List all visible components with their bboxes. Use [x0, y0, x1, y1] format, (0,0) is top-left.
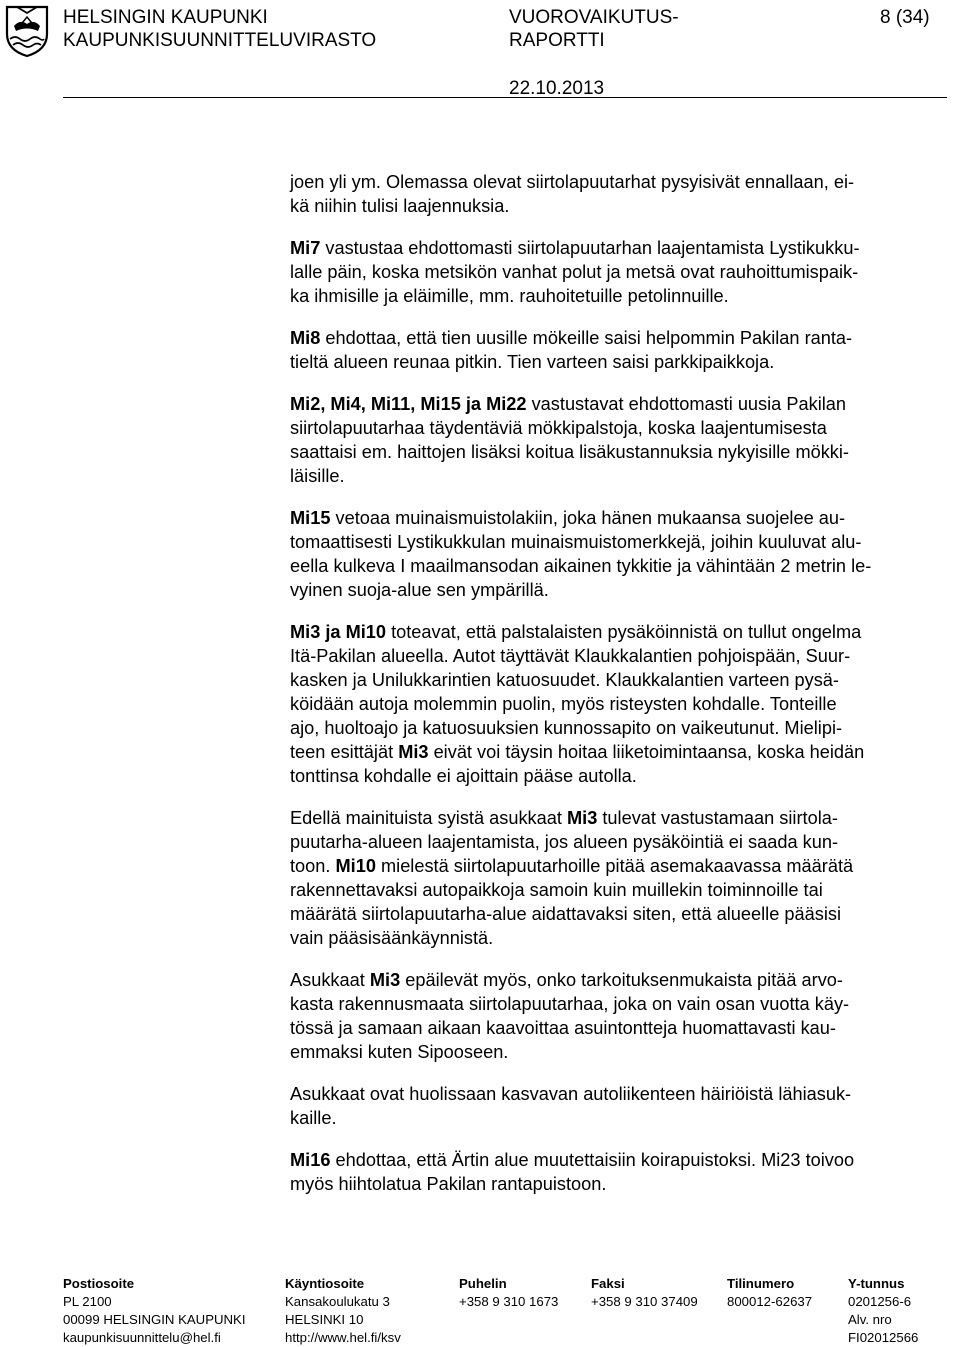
- respondent-code: Mi3 ja Mi10: [290, 622, 387, 642]
- text-run: Edellä mainituista syistä asukkaat: [290, 808, 567, 828]
- footer-value: kaupunkisuunnittelu@hel.fi: [63, 1330, 221, 1345]
- text-line: [290, 506, 945, 530]
- helsinki-crest-logo: [4, 4, 50, 58]
- footer-value: 00099 HELSINGIN KAUPUNKI: [63, 1312, 246, 1327]
- text-run: puutarha-alueen laajentamista, jos alueen pysäköintiä ei saada kun-: [290, 832, 839, 852]
- text-line: [290, 902, 945, 926]
- text-run: toteavat, että palstalaisten pysäköinnistä on tullut ongelma: [386, 622, 862, 642]
- footer-column: [285, 1275, 401, 1347]
- text-line: [290, 1172, 945, 1196]
- organization-line: HELSINGIN KAUPUNKI: [63, 7, 268, 28]
- footer-column: [459, 1275, 558, 1311]
- text-run: teen esittäjät: [290, 742, 399, 762]
- text-run: mielestä siirtolapuutarhoille pitää asemakaavassa määrätä: [375, 856, 854, 876]
- text-run: tonttinsa kohdalle ei ajoittain pääse autolla.: [290, 766, 637, 786]
- respondent-code: Mi7: [290, 238, 321, 258]
- organization-name: [63, 6, 376, 52]
- text-run: kaille.: [290, 1108, 337, 1128]
- text-line: [290, 392, 945, 416]
- respondent-code: Mi3: [398, 742, 429, 762]
- text-run: tomaattisesti Lystikukkulan muinaismuistomerkkejä, joihin kuuluvat alu-: [290, 532, 862, 552]
- respondent-code: Mi3: [369, 970, 401, 990]
- paragraph: [290, 620, 945, 788]
- footer-value: HELSINKI 10: [285, 1312, 364, 1327]
- text-line: [290, 878, 945, 902]
- text-line: [290, 644, 945, 668]
- text-line: [290, 992, 945, 1016]
- footer-heading: Faksi: [591, 1276, 625, 1291]
- paragraph: [290, 392, 945, 488]
- footer-value: 0201256-6: [848, 1294, 912, 1309]
- text-line: [290, 692, 945, 716]
- footer-value: Alv. nro: [848, 1312, 892, 1327]
- respondent-code: Mi10: [335, 856, 376, 876]
- paragraph: [290, 326, 945, 374]
- text-run: tössä ja samaan aikaan kaavoittaa asuintontteja huomattavasti kau-: [290, 1018, 836, 1038]
- text-line: [290, 620, 945, 644]
- text-line: [290, 806, 945, 830]
- text-run: saattaisi em. haittojen lisäksi koitua lisäkustannuksia nykyisille mökki-: [290, 442, 849, 462]
- text-line: [290, 1082, 945, 1106]
- text-run: ehdottaa, että Ärtin alue muutettaisiin koirapuistoksi. Mi23 toivoo: [330, 1150, 855, 1170]
- text-line: [290, 284, 945, 308]
- text-line: [290, 440, 945, 464]
- footer-value: http://www.hel.fi/ksv: [285, 1330, 401, 1345]
- text-line: [290, 260, 945, 284]
- text-run: vetoaa muinaismuistolakiin, joka hänen mukaansa suojelee au-: [330, 508, 846, 528]
- text-run: eella kulkeva I maailmansodan aikainen tykkitie ja vähintään 2 metrin le-: [290, 556, 872, 576]
- paragraph: [290, 170, 945, 218]
- text-line: [290, 926, 945, 950]
- document-body: [290, 170, 945, 1214]
- text-run: kasken ja Unilukkarintien katuosuudet. Klaukkalantien varteen pysä-: [290, 670, 839, 690]
- text-line: [290, 1040, 945, 1064]
- text-run: ajo, huoltoajo ja katuosuuksien kunnossapito on vaikeutunut. Mielipi-: [290, 718, 843, 738]
- text-run: epäilevät myös, onko tarkoituksenmukaista pitää arvo-: [400, 970, 843, 990]
- footer-heading: Postiosoite: [63, 1276, 135, 1291]
- text-line: [290, 1106, 945, 1130]
- text-run: ehdottaa, että tien uusille mökeille saisi helpommin Pakilan ranta-: [320, 328, 853, 348]
- footer-heading: Puhelin: [459, 1276, 507, 1291]
- text-line: [290, 170, 945, 194]
- text-run: siirtolapuutarhaa täydentäviä mökkipalstoja, koska laajentumisesta: [290, 418, 827, 438]
- respondent-code: Mi16: [290, 1150, 331, 1170]
- respondent-code: Mi2, Mi4, Mi11, Mi15 ja Mi22: [290, 394, 527, 414]
- text-line: [290, 194, 945, 218]
- text-run: tulevat vastustamaan siirtola-: [597, 808, 838, 828]
- text-run: vain pääsisäänkäynnistä.: [290, 928, 494, 948]
- text-line: [290, 554, 945, 578]
- footer-value: Kansakoulukatu 3: [285, 1294, 390, 1309]
- footer-value: +358 9 310 1673: [459, 1294, 559, 1309]
- paragraph: [290, 1082, 945, 1130]
- paragraph: [290, 968, 945, 1064]
- text-run: myös hiihtolatua Pakilan rantapuistoon.: [290, 1174, 607, 1194]
- text-line: [290, 464, 945, 488]
- footer-value: 800012-62637: [727, 1294, 813, 1309]
- footer-column: [848, 1275, 918, 1347]
- text-line: [290, 326, 945, 350]
- text-line: [290, 416, 945, 440]
- document-type: [509, 6, 679, 52]
- text-run: köidään autoja molemmin puolin, myös risteysten kohdalle. Tonteille: [290, 694, 837, 714]
- text-line: [290, 968, 945, 992]
- footer-heading: Y-tunnus: [848, 1276, 905, 1291]
- footer-value: PL 2100: [63, 1294, 112, 1309]
- text-run: emmaksi kuten Sipooseen.: [290, 1042, 509, 1062]
- header-divider: [63, 97, 947, 98]
- paragraph: [290, 236, 945, 308]
- text-run: lalle päin, koska metsikön vanhat polut ja metsä ovat rauhoittumispaik-: [290, 262, 859, 282]
- text-run: määrätä siirtolapuutarha-alue aidattavaksi siten, että alueelle pääsisi: [290, 904, 841, 924]
- text-run: kasta rakennusmaata siirtolapuutarhaa, joka on vain osan vuotta käy-: [290, 994, 850, 1014]
- text-line: [290, 716, 945, 740]
- text-run: läisille.: [290, 466, 345, 486]
- paragraph: [290, 1148, 945, 1196]
- footer-column: [727, 1275, 812, 1311]
- footer-column: [591, 1275, 698, 1311]
- text-line: [290, 350, 945, 374]
- text-run: tieltä alueen reunaa pitkin. Tien varteen saisi parkkipaikkoja.: [290, 352, 775, 372]
- paragraph: [290, 806, 945, 950]
- footer-value: +358 9 310 37409: [591, 1294, 698, 1309]
- page-number: 8 (34): [880, 7, 930, 28]
- text-run: ka ihmisille ja eläimille, mm. rauhoitetuille petolinnuille.: [290, 286, 729, 306]
- document-type-line-1: VUOROVAIKUTUS-: [509, 7, 679, 28]
- respondent-code: Mi8: [290, 328, 321, 348]
- text-run: vastustaa ehdottomasti siirtolapuutarhan laajentamista Lystikukku-: [320, 238, 860, 258]
- text-run: eivät voi täysin hoitaa liiketoimintaansa, koska heidän: [428, 742, 865, 762]
- text-line: [290, 1148, 945, 1172]
- text-line: [290, 668, 945, 692]
- respondent-code: Mi15: [290, 508, 331, 528]
- footer-column: [63, 1275, 246, 1347]
- footer-heading: Käyntiosoite: [285, 1276, 365, 1291]
- text-line: [290, 236, 945, 260]
- text-run: vyinen suoja-alue sen ympärillä.: [290, 580, 549, 600]
- text-run: toon.: [290, 856, 336, 876]
- text-run: Asukkaat ovat huolissaan kasvavan autoliikenteen häiriöistä lähiasuk-: [290, 1084, 852, 1104]
- text-line: [290, 1016, 945, 1040]
- text-run: joen yli ym. Olemassa olevat siirtolapuutarhat pysyisivät ennallaan, ei-: [290, 172, 855, 192]
- text-line: [290, 854, 945, 878]
- document-date: 22.10.2013: [509, 78, 605, 99]
- text-run: Itä-Pakilan alueella. Autot täyttävät Klaukkalantien pohjoispään, Suur-: [290, 646, 851, 666]
- text-run: rakennettavaksi autopaikkoja samoin kuin muillekin toiminnoille tai: [290, 880, 823, 900]
- text-run: kä niihin tulisi laajennuksia.: [290, 196, 510, 216]
- footer-heading: Tilinumero: [727, 1276, 795, 1291]
- text-line: [290, 578, 945, 602]
- text-line: [290, 764, 945, 788]
- respondent-code: Mi3: [567, 808, 598, 828]
- text-line: [290, 530, 945, 554]
- text-line: [290, 830, 945, 854]
- text-run: Asukkaat: [290, 970, 370, 990]
- text-run: vastustavat ehdottomasti uusia Pakilan: [526, 394, 847, 414]
- department-line: KAUPUNKISUUNNITTELUVIRASTO: [63, 30, 377, 51]
- paragraph: [290, 506, 945, 602]
- text-line: [290, 740, 945, 764]
- footer-value: FI02012566: [848, 1330, 919, 1345]
- document-type-line-2: RAPORTTI: [509, 30, 605, 51]
